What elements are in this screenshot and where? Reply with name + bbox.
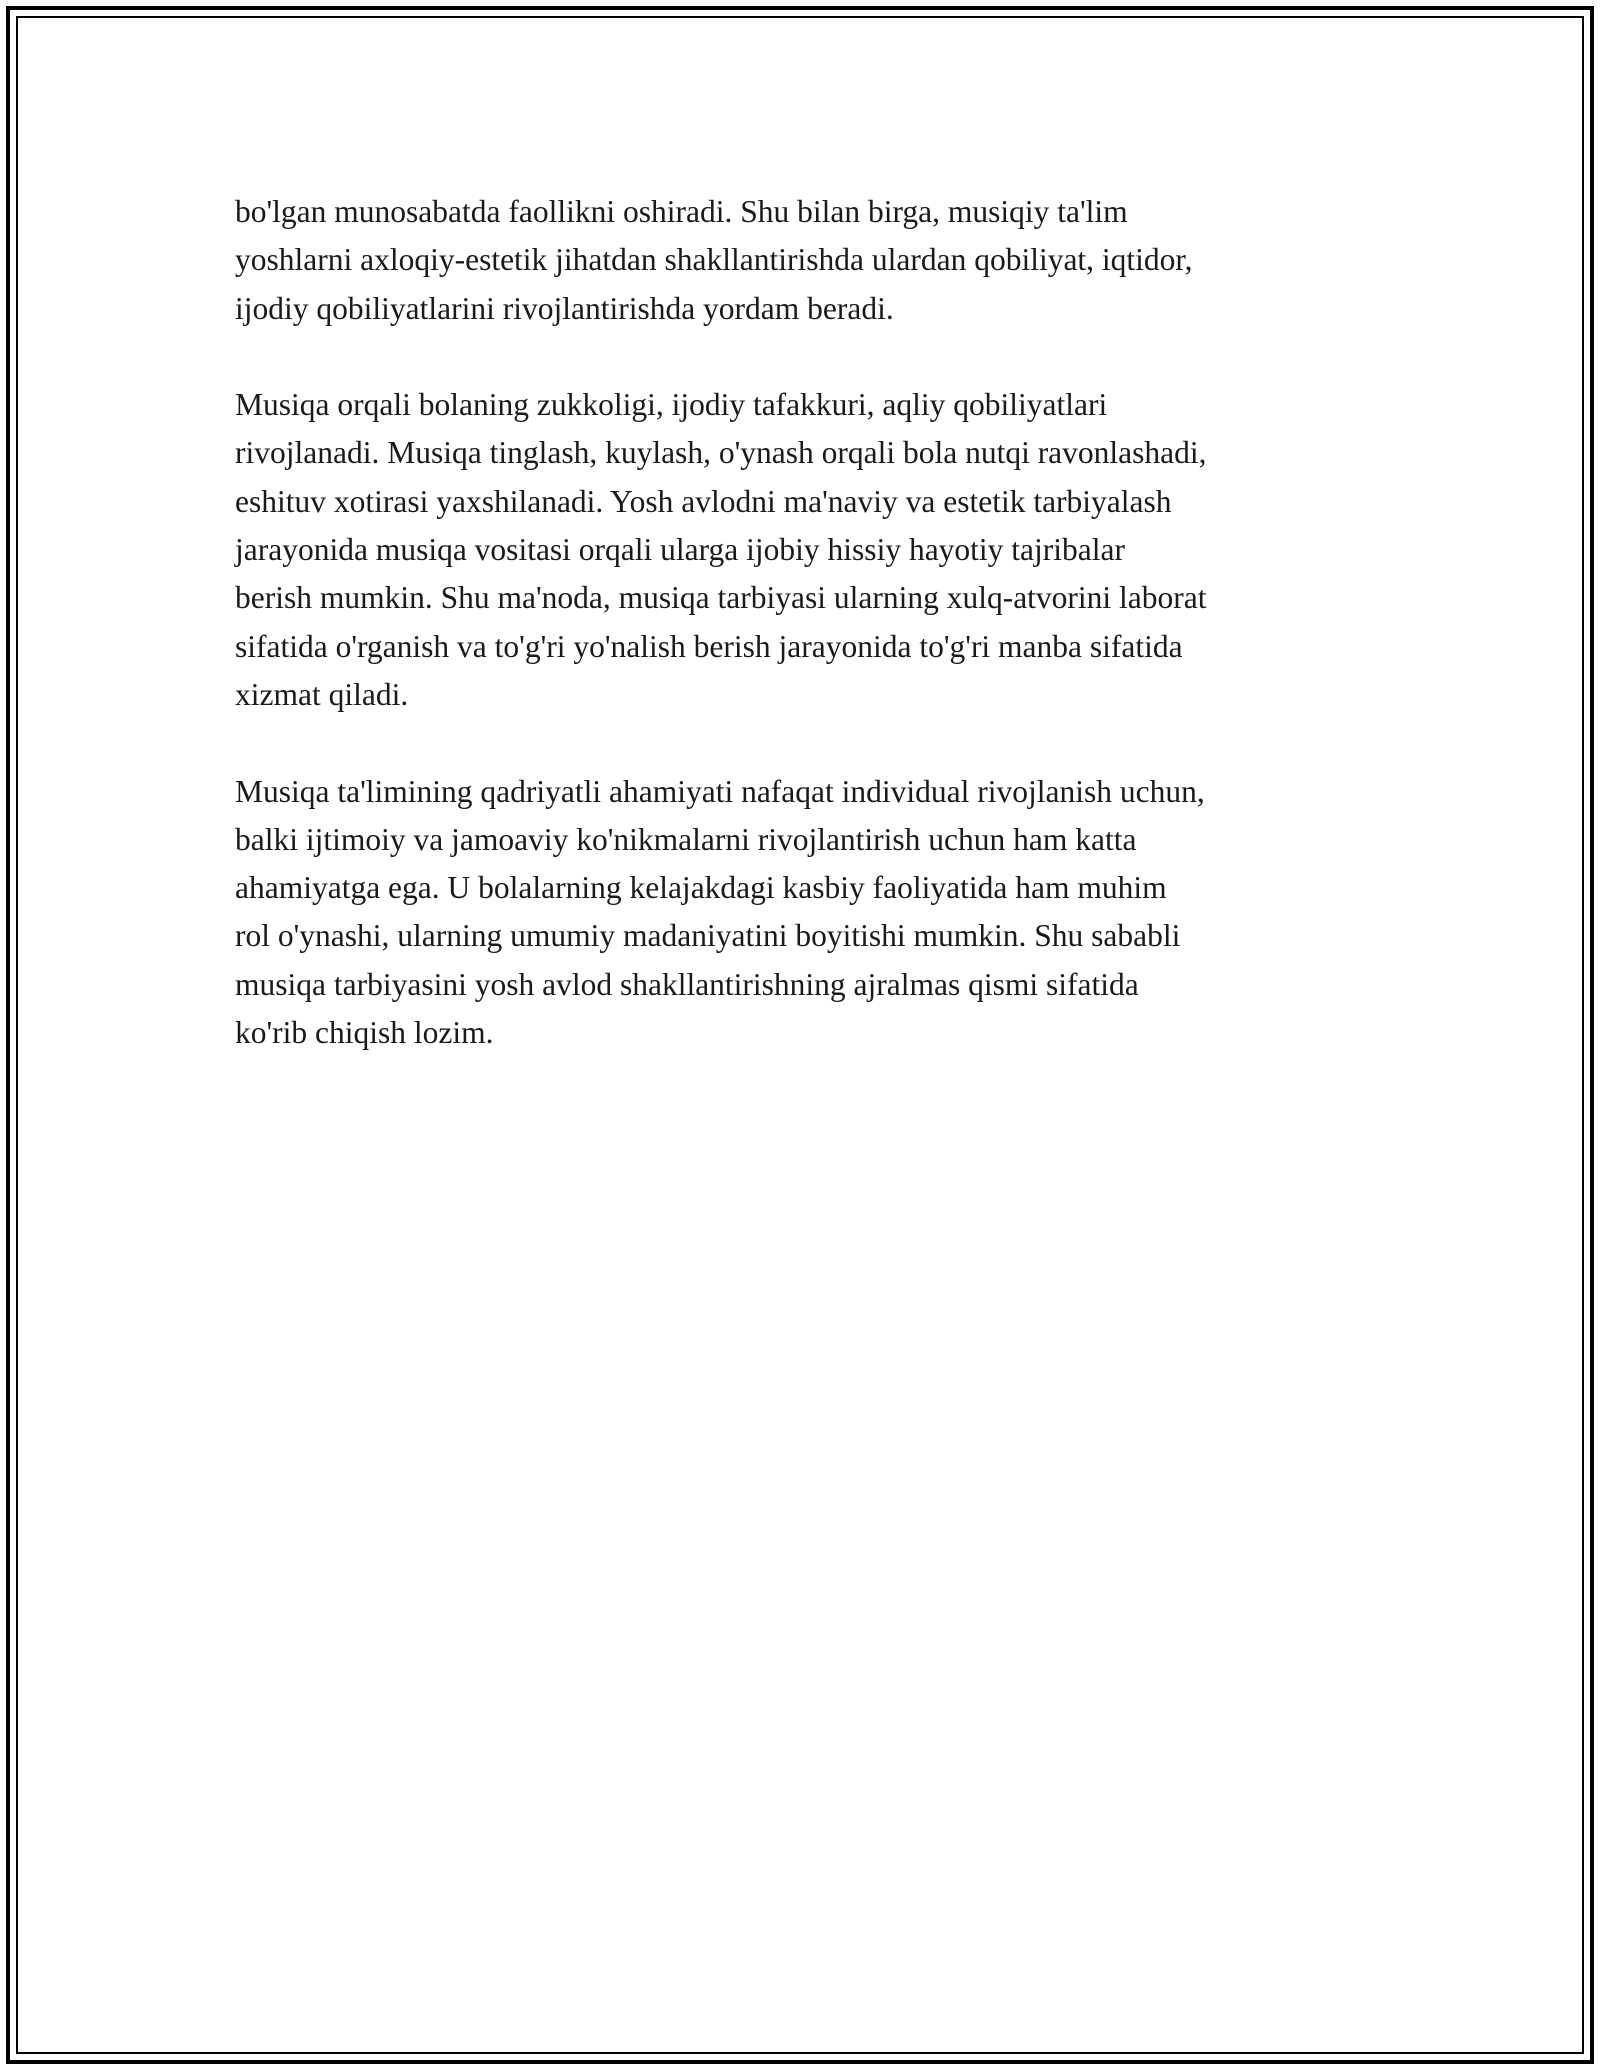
text-line: ko'rib chiqish lozim. — [235, 1015, 494, 1051]
text-line: musiqa tarbiyasini yosh avlod shakllantirishning ajralmas qismi sifatida — [235, 966, 1139, 1002]
text-line: ahamiyatga ega. U bolalarning kelajakdagi kasbiy faoliyatida ham muhim — [235, 870, 1167, 906]
text-line: xizmat qiladi. — [235, 676, 409, 712]
text-line: Musiqa orqali bolaning zukkoligi, ijodiy tafakkuri, aqliy qobiliyatlari — [235, 387, 1108, 423]
text-line: ijodiy qobiliyatlarini rivojlantirishda yordam beradi. — [235, 290, 894, 326]
page-body — [235, 188, 1385, 1106]
text-line: jarayonida musiqa vositasi orqali ularga ijobiy hissiy hayotiy tajribalar — [235, 532, 1125, 568]
text-line: yoshlarni axloqiy-estetik jihatdan shakllantirishda ulardan qobiliyat, iqtidor, — [235, 242, 1193, 278]
paragraph-2 — [235, 381, 1385, 719]
paragraph-1 — [235, 188, 1385, 333]
text-line: bo'lgan munosabatda faollikni oshiradi. Shu bilan birga, musiqiy ta'lim — [235, 194, 1128, 229]
text-line: Musiqa ta'limining qadriyatli ahamiyati nafaqat individual rivojlanish uchun, — [235, 773, 1205, 809]
text-line: rivojlanadi. Musiqa tinglash, kuylash, o'ynash orqali bola nutqi ravonlashadi, — [235, 435, 1207, 471]
text-line: rol o'ynashi, ularning umumiy madaniyatini boyitishi mumkin. Shu sababli — [235, 918, 1181, 954]
text-line: eshituv xotirasi yaxshilanadi. Yosh avlodni ma'naviy va estetik tarbiyalash — [235, 483, 1172, 519]
text-line: sifatida o'rganish va to'g'ri yo'nalish berish jarayonida to'g'ri manba sifatida — [235, 628, 1183, 664]
paragraph-3 — [235, 768, 1385, 1058]
text-line: berish mumkin. Shu ma'noda, musiqa tarbiyasi ularning xulq-atvorini laborat — [235, 580, 1207, 616]
text-line: balki ijtimoiy va jamoaviy ko'nikmalarni rivojlantirish uchun ham katta — [235, 821, 1137, 857]
